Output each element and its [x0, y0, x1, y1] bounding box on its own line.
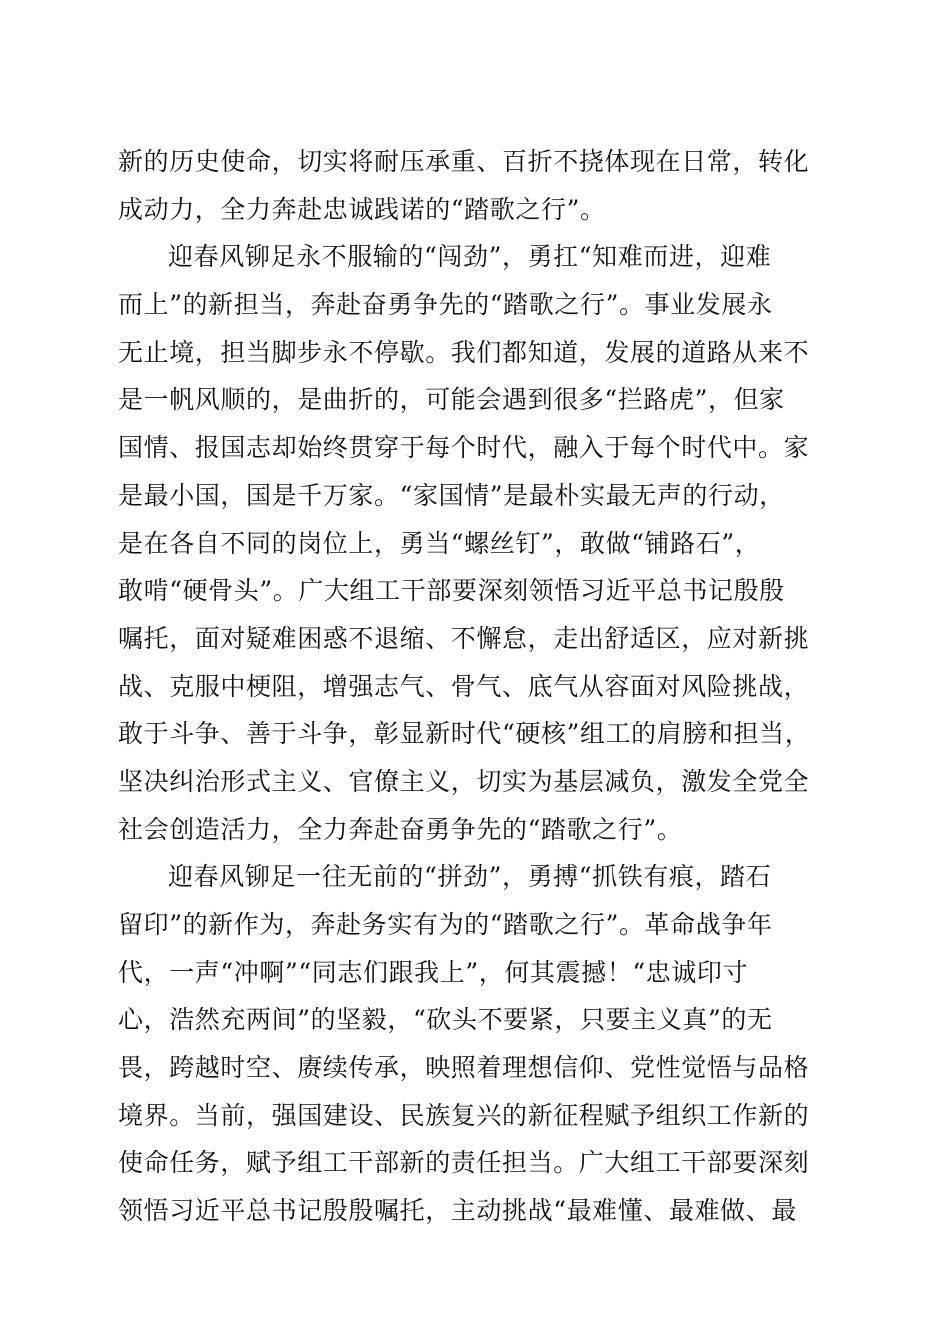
text-line: 畏，跨越时空、赓续传承，映照着理想信仰、党性觉悟与品格 — [118, 1053, 810, 1083]
text-line: 新的历史使命，切实将耐压承重、百折不挠体现在日常，转化 — [118, 147, 810, 176]
text-line: 社会创造活力，全力奔赴奋勇争先的“踏歌之行”。 — [118, 814, 683, 844]
text-line: 无止境，担当脚步永不停歇。我们都知道，发展的道路从来不 — [118, 337, 810, 367]
text-line: 使命任务，赋予组工干部新的责任担当。广大组工干部要深刻 — [118, 1148, 810, 1178]
text-line: 心，浩然充两间”的坚毅，“砍头不要紧，只要主义真”的无 — [118, 1005, 773, 1035]
text-line: 坚决纠治形式主义、官僚主义，切实为基层减负，激发全党全 — [118, 766, 810, 796]
text-line: 是最小国，国是千万家。“家国情”是最朴实最无声的行动， — [118, 480, 785, 510]
text-line: 领悟习近平总书记殷殷嘱托，主动挑战“最难懂、最难做、最 — [118, 1196, 797, 1226]
text-line: 是一帆风顺的，是曲折的，可能会遇到很多“拦路虎”，但家 — [118, 385, 785, 415]
text-line: 是在各自不同的岗位上，勇当“螺丝钉”，敢做“铺路石”， — [118, 528, 761, 558]
paragraph-start-line: 迎春风铆足一往无前的“拼劲”，勇搏“抓铁有痕，踏石 — [168, 862, 772, 892]
text-line: 代，一声“冲啊”“同志们跟我上”，何其震撼！“忠诚印寸 — [118, 957, 749, 987]
text-line: 留印”的新作为，奔赴务实有为的“踏歌之行”。革命战争年 — [118, 910, 773, 939]
text-line: 国情、报国志却始终贯穿于每个时代，融入于每个时代中。家 — [118, 433, 810, 463]
text-line: 而上”的新担当，奔赴奋勇争先的“踏歌之行”。事业发展永 — [118, 290, 773, 320]
text-line: 战、克服中梗阻，增强志气、骨气、底气从容面对风险挑战， — [118, 671, 810, 701]
text-line: 成动力，全力奔赴忠诚践诺的“踏歌之行”。 — [118, 194, 606, 224]
text-line: 敢啃“硬骨头”。广大组工干部要深刻领悟习近平总书记殷殷 — [118, 576, 785, 606]
text-line: 敢于斗争、善于斗争，彰显新时代“硬核”组工的肩膀和担当， — [118, 719, 811, 749]
text-line: 嘱托，面对疑难困惑不退缩、不懈怠，走出舒适区，应对新挑 — [118, 623, 810, 653]
text-line: 境界。当前，强国建设、民族复兴的新征程赋予组织工作新的 — [118, 1100, 810, 1130]
paragraph-start-line: 迎春风铆足永不服输的“闯劲”，勇扛“知难而进，迎难 — [168, 242, 772, 272]
body-text — [118, 138, 838, 1235]
